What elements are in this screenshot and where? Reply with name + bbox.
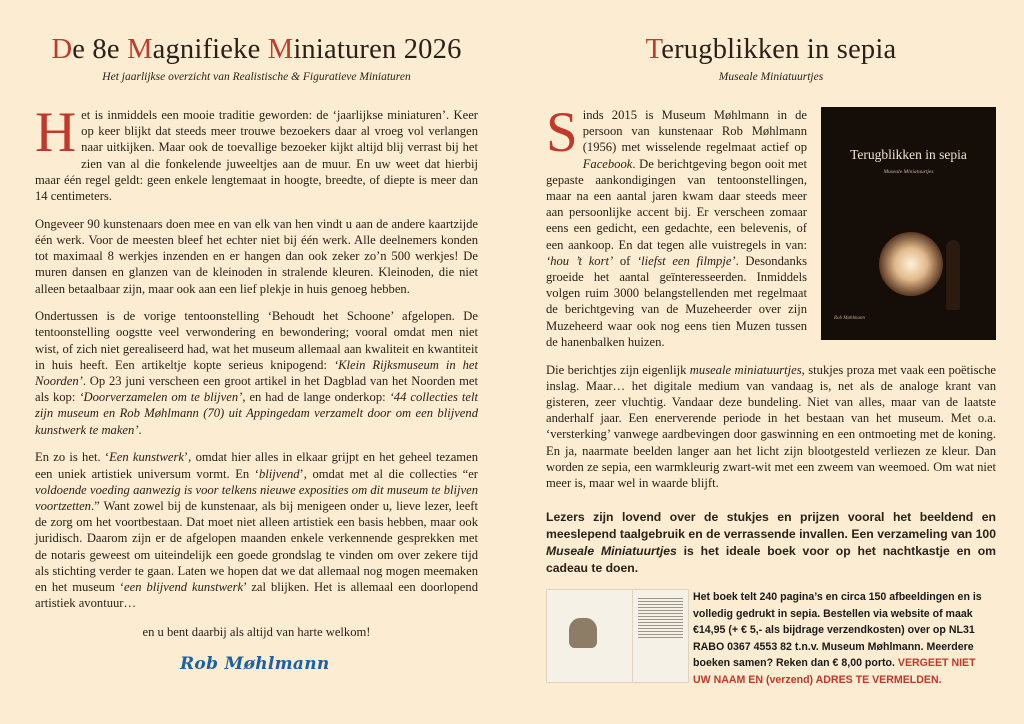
left-title: [35, 33, 478, 67]
text: inds 2015 is Museum Møhlmann in de persoon van kunstenaar Rob Møhlmann (1956) met wisselende regelmaat actief op: [582, 108, 807, 155]
drop-cap: S: [546, 101, 578, 164]
text: Facebook: [582, 156, 633, 171]
book-page-thumbnail: [632, 589, 689, 683]
quote: ‘Klein Rijksmuseum in het Noorden’: [35, 357, 479, 389]
text: ’, omdat met al die collecties “er: [299, 466, 479, 481]
paragraph: [35, 449, 478, 611]
text: . Desondanks groeide het aantal geïnteresseerden. Inmiddels volgen ruim 3000 belangstellenden met regelmaat de berichtgeving van de Muzeheerder over zijn Muzeheerd waar ook nog eens tien Muzen tussen de hanenbalken huizen.: [546, 253, 807, 349]
quote: ‘liefst een filmpje’: [636, 253, 736, 268]
book-spread-thumbnail: [546, 589, 633, 683]
text: of: [613, 253, 637, 268]
quote: Een kunstwerk: [109, 450, 184, 465]
reminder: VERGEET NIET UW NAAM EN (verzend) ADRES TE VERMELDEN.: [693, 657, 976, 686]
paragraph-text: et is inmiddels een mooie traditie geworden: de ‘jaarlijkse miniaturen’. Keer op keer blijkt dat steeds meer trouwe bezoekers daar al vroeg vol verlangen naar uitkijken. Maar ook de toevallige bezoeker kijkt altijd blij verrast bij het zien van al die fonkelende juweeltjes aan de muur. En uw weet dat hierbij maar één regel geldt: geen enkele lengtemaat in hoogte, breedte, of diepte is meer dan 14 centimeters.: [35, 108, 478, 204]
signature: Rob Møhlmann: [180, 654, 330, 675]
cover-author: Rob Møhlmann: [834, 315, 865, 321]
text: ’ zal blijken. Het is allemaal een doorlopend artistiek avontuur…: [35, 579, 478, 611]
promo-text: [546, 509, 996, 577]
title-initial: D: [51, 34, 73, 65]
text: . Op 23 juni verscheen een groot artikel in het Dagblad van het Noorden met als kop:: [35, 374, 478, 405]
paragraph: [35, 101, 478, 204]
paragraph: [35, 308, 478, 438]
drop-cap: H: [35, 101, 77, 164]
text: . De berichtgeving begon ooit met gepaste aankondigingen van tentoonstellingen, maar na een aantal jaren kwam daar steeds meer aan persoonlijke accent bij. Er verscheen zomaar eens een gedicht, een gedachte, een belevenis, of een aankoop. En dat tegen alle vuistregels in van:: [546, 156, 807, 252]
thumbnail-text-lines: [638, 598, 683, 638]
quote: voldoende voeding aanwezig is voor telkens nieuwe exposities om dit museum te blijven voortzetten: [35, 482, 478, 513]
text: Die berichtjes zijn eigenlijk: [546, 362, 690, 377]
text: museale miniatuurtjes: [689, 362, 802, 377]
right-title: [546, 33, 996, 67]
cover-figure: [946, 240, 960, 310]
quote: blijvend: [258, 466, 300, 481]
title-text: e 8e: [72, 34, 128, 65]
text: Het boek telt 240 pagina’s en circa 150 afbeeldingen en is volledig gedrukt in sepia. Bestellen via website of maak €14,95 (+ € 5,- als bijdrage verzendkosten) over op NL31 RABO 0367 4553 82 t.n.v. Museum Møhlmann. Meerdere boeken samen? Reken dan € 8,00 porto.: [693, 591, 982, 669]
paragraph: Ongeveer 90 kunstenaars doen mee en van elk van hen vindt u aan de andere kaartzijde één werk. Voor de meesten bleef het echter niet bij één werk. Alle deelnemers konden tot maximaal 8 werkjes inzenden en er hangen dan ook zeker zo’n 500 werkjes! De muren dansen en glanzen van de kleinoden in stralende kleuren. Kleinoden, die niet alleen betaalbaar zijn, maar ook aan een lief plekje in huis genoeg hebben.: [35, 216, 478, 296]
title-initial: T: [645, 34, 662, 65]
title-initial: M: [127, 34, 153, 65]
cover-subtitle: Museale Miniatuurtjes: [883, 169, 934, 175]
order-block: [546, 589, 996, 689]
text: ’, omdat hier alles in elkaar grijpt en het geheel tezamen een uniek artistiek universum vormt. En ‘: [35, 450, 478, 481]
right-body: [546, 101, 997, 491]
text: Lezers zijn lovend over de stukjes en prijzen vooral het beeldend en meeslepend taalgebruik en de verrassende invallen. Een verzameling van 100: [546, 510, 996, 542]
title-text: agnifieke: [152, 34, 268, 65]
text: .: [138, 422, 142, 437]
left-subtitle: Het jaarlijkse overzicht van Realistische & Figuratieve Miniaturen: [102, 71, 411, 83]
text: Ondertussen is de vorige tentoonstelling ‘Behoudt het Schoone’ afgelopen. De tentoonstelling oogstte veel verwondering en bewondering; vooral omdat men niet wist, of zich niet gerealiseerd had, wat het museum allemaal aan kwaliteit en kwantiteit in huis heeft. Een artikeltje kopte serieus knipogend:: [35, 309, 478, 372]
title-text: iniaturen 2026: [293, 34, 462, 65]
quote: ‘Doorverzamelen om te blijven’: [79, 390, 243, 405]
thumbnail-object: [569, 618, 597, 648]
quote: een blijvend kunstwerk: [124, 579, 244, 594]
title-initial: M: [267, 34, 294, 65]
welcome-line: en u bent daarbij als altijd van harte welkom!: [142, 625, 371, 640]
text: , stukjes proza met vaak een poëtische inslag. Maar… het digitale medium van vandaag is, net als de analoge krant van gisteren, zeer vluchtig. Vandaar deze bundeling. Niet van alles, maar van de laatste anderhalf jaar. Een enerverende periode in het bestaan van het museum. Met o.a. ‘versterking’ vanwege aardbevingen door gaswinning en een ontmoeting met de koning. En ja, naarmate beelden langer aan het licht zijn blootgesteld verliezen ze kleur. Dan worden ze sepia, een warmkleurig zwart-wit met een zweem van weemoed. Om wat niet meer is, maar wel in waarde blijft.: [546, 362, 997, 490]
text: is het ideale boek voor op het nachtkastje en om cadeau te doen.: [546, 544, 996, 576]
cover-title: Terugblikken in sepia: [850, 147, 967, 162]
text: Museale Miniatuurtjes: [546, 544, 677, 559]
text: , en had de lange onderkop:: [242, 390, 390, 405]
quote: ‘hou ’t kort’: [546, 253, 614, 268]
text: En zo is het. ‘: [35, 450, 110, 465]
order-info: [693, 589, 996, 688]
title-text: erugblikken in sepia: [661, 34, 897, 65]
text: .” Want zowel bij de kunstenaar, als bij menigeen onder u, lieve lezer, leeft de zorg om het voortbestaan. Dat moet niet alleen artistiek een basis hebben, maar ook juridisch. Daarom zijn er de afgelopen maanden enkele verkennende gesprekken met de notaris geweest om uiteindelijk een goede grondslag te vinden om over zekere tijd als stichting verder te gaan. Laten we hopen dat we dat allemaal nog mogen meemaken en het museum ‘: [35, 498, 478, 594]
book-cover-image: [821, 107, 996, 340]
right-subtitle: Museale Miniatuurtjes: [718, 71, 824, 83]
left-body: [35, 101, 479, 611]
cover-light: [879, 232, 943, 296]
quote: ‘44 collecties telt zijn museum en Rob Møhlmann (70) uit Appingedam verzamelt door om een blijvend kunstwerk te maken’: [35, 390, 478, 437]
paragraph: [546, 362, 996, 492]
